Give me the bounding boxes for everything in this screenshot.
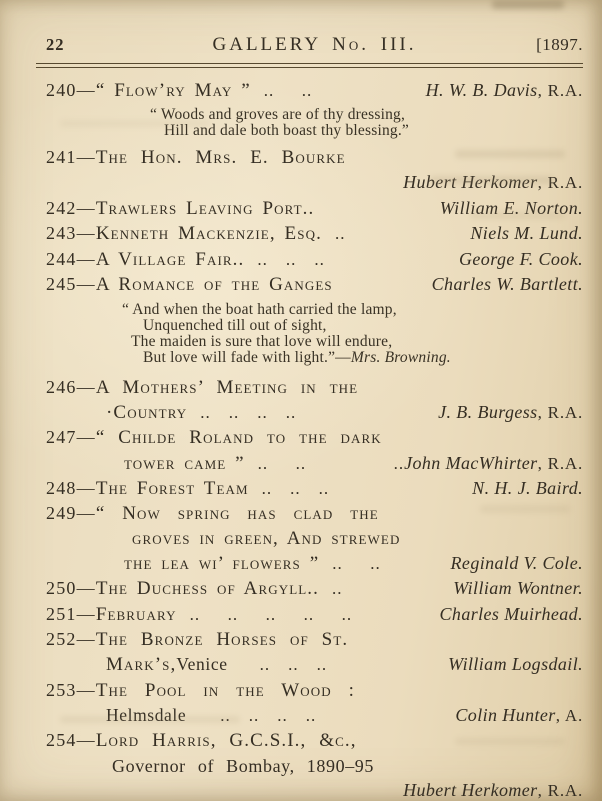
- entry-title: The Hon. Mrs. E. Bourke: [95, 147, 346, 169]
- artist-name: [389, 170, 583, 195]
- dot-leaders: .. .. .. ..: [200, 402, 297, 422]
- entry-title-continuation: tower came ”: [124, 452, 245, 474]
- artist-name: [434, 652, 583, 676]
- entry-title: “ Flow’ry May ”: [95, 79, 251, 101]
- artist-name: [426, 602, 583, 626]
- entry-number: 240—: [46, 79, 96, 100]
- dot-leaders: .. ..: [263, 80, 313, 100]
- entry-line-253b: [46, 703, 583, 728]
- artist-honours: , A.: [555, 706, 583, 726]
- dot-leaders: .. .. ..: [261, 478, 330, 498]
- dot-leaders: ..: [393, 453, 405, 473]
- entry-title: A Romance of the Ganges: [95, 273, 333, 295]
- entry-title: A Mothers’ Meeting in the: [95, 376, 359, 398]
- artist-name: [445, 247, 583, 271]
- entry-line-241: [46, 145, 583, 170]
- entry-number: 246—: [46, 376, 96, 397]
- artist-name: [441, 703, 583, 728]
- entry-line-252b: [46, 652, 583, 677]
- entry-number: 243—: [46, 223, 96, 244]
- entry-title: The Bronze Horses of St.: [95, 629, 349, 650]
- dot-leaders: .. .. .. ..: [220, 706, 317, 726]
- entry-line-246b: [46, 400, 583, 425]
- header-title: GALLERY No. III.: [212, 34, 417, 55]
- artist-name-italic: Hubert Herkomer: [403, 780, 538, 801]
- quote-245: [46, 302, 583, 366]
- artist-name: [418, 272, 583, 296]
- entry-line-250: [46, 576, 583, 601]
- entry-title-continuation: groves in green, And strewed: [132, 527, 401, 549]
- double-rule: [36, 63, 583, 68]
- entry-title-continuation: the lea wi’ flowers ”: [124, 552, 320, 574]
- quote-line: The maiden is sure that love will endure,: [131, 333, 393, 351]
- dot-leaders: ..: [334, 224, 346, 244]
- entry-line-247: [46, 425, 583, 450]
- entry-line-254: [46, 728, 583, 753]
- quote-attribution: Mrs. Browning.: [350, 349, 451, 367]
- entry-line-253: [46, 678, 583, 703]
- quote-line: “ And when the boat hath carried the lamp,: [122, 301, 397, 319]
- artist-name-italic: Hubert Herkomer: [403, 172, 538, 193]
- entry-number: 254—: [46, 730, 96, 751]
- entry-subtitle: Venice: [176, 654, 228, 675]
- entry-title-continuation: ·Country: [106, 401, 188, 423]
- entry-title: February: [95, 603, 177, 625]
- artist-honours: , R.A.: [537, 173, 583, 193]
- artist-name: [456, 221, 583, 245]
- entry-title: “ Childe Roland to the dark: [95, 427, 382, 449]
- quote-line: Unquenched till out of sight,: [143, 317, 327, 335]
- entry-line-245: [46, 272, 583, 297]
- artist-name-italic: George F. Cook.: [459, 248, 583, 269]
- entry-number: 242—: [46, 197, 96, 218]
- artist-name: [424, 400, 583, 425]
- catalogue-entries: [46, 78, 583, 801]
- artist-name: [437, 551, 583, 575]
- artist-name-italic: N. H. J. Baird.: [472, 477, 583, 498]
- artist-name-italic: H. W. B. Davis: [425, 79, 538, 100]
- entry-number: 250—: [46, 578, 96, 599]
- show-through-smudge: [492, 0, 564, 9]
- entry-subtitle: Governor of Bombay, 1890–95: [112, 755, 374, 776]
- artist-honours: , R.A.: [537, 402, 583, 422]
- quote-240: [46, 107, 583, 139]
- entry-title: Lord Harris, G.C.S.I., &c.,: [95, 730, 357, 752]
- entry-line-249c: [46, 551, 583, 576]
- artist-name-italic: William Logsdail.: [448, 654, 583, 675]
- entry-number: 248—: [46, 477, 96, 498]
- entry-line-252: [46, 627, 583, 652]
- artist-name-italic: J. B. Burgess: [438, 401, 538, 422]
- artist-honours: , R.A.: [537, 781, 583, 801]
- entry-number: 244—: [46, 248, 96, 269]
- artist-name-italic: William Wontner.: [453, 578, 583, 599]
- dot-leaders: .. .. ..: [259, 655, 328, 675]
- artist-name-italic: Colin Hunter: [455, 705, 556, 726]
- quote-text: But love will fade with light.”—: [143, 349, 351, 367]
- artist-name: [380, 451, 583, 476]
- entry-title: Trawlers Leaving Port..: [95, 197, 315, 219]
- dot-leaders: ..: [332, 579, 343, 599]
- entry-number: 241—: [46, 147, 96, 168]
- entry-line-249b: [46, 527, 583, 551]
- dot-leaders: .. ..: [332, 553, 381, 573]
- entry-line-254-artist: [46, 778, 583, 801]
- entry-line-254b: [46, 754, 583, 778]
- artist-name: [426, 196, 583, 220]
- entry-title-continuation: Mark’s,: [106, 654, 177, 676]
- entry-line-241-artist: [46, 170, 583, 195]
- entry-line-249: [46, 501, 583, 526]
- entry-number: 249—: [46, 503, 96, 524]
- entry-number: 253—: [46, 679, 96, 700]
- entry-number: 245—: [46, 273, 96, 294]
- artist-honours: , R.A.: [537, 453, 583, 473]
- entry-title: “ Now spring has clad the: [95, 503, 379, 525]
- artist-name: [439, 576, 583, 600]
- quote-line: Hill and dale both boast thy blessing.”: [164, 122, 409, 140]
- page-number: 22: [46, 35, 65, 54]
- artist-name: [412, 78, 583, 103]
- entry-title: The Duchess of Argyll..: [95, 578, 319, 600]
- artist-name: [458, 476, 583, 500]
- entry-line-247b: [46, 451, 583, 476]
- entry-title: A Village Fair..: [95, 248, 245, 270]
- artist-name-italic: Niels M. Lund.: [470, 223, 583, 244]
- entry-subtitle: Helmsdale: [106, 705, 187, 726]
- entry-title: Kenneth Mackenzie, Esq.: [95, 223, 322, 245]
- entry-line-242: [46, 196, 583, 221]
- artist-name-italic: Charles Muirhead.: [439, 603, 583, 624]
- dot-leaders: .. .. ..: [257, 249, 325, 269]
- entry-title: The Pool in the Wood :: [95, 679, 356, 701]
- entry-line-246: [46, 375, 583, 400]
- artist-name-italic: Charles W. Bartlett.: [431, 273, 583, 294]
- artist-name-italic: Reginald V. Cole.: [450, 552, 583, 573]
- entry-line-243: [46, 221, 583, 246]
- entry-title: The Forest Team: [95, 477, 249, 499]
- quote-line: [46, 350, 583, 366]
- entry-line-251: [46, 602, 583, 627]
- entry-line-244: [46, 247, 583, 272]
- dot-leaders: .. ..: [257, 453, 307, 473]
- quote-line: “ Woods and groves are of thy dressing,: [150, 105, 406, 123]
- dot-leaders: .. .. .. .. ..: [189, 604, 353, 624]
- artist-name: [389, 778, 583, 801]
- artist-honours: , R.A.: [537, 80, 583, 100]
- entry-line-248: [46, 476, 583, 501]
- entry-number: 251—: [46, 603, 96, 624]
- artist-name-italic: John MacWhirter: [404, 452, 538, 473]
- artist-name-italic: William E. Norton.: [439, 197, 583, 218]
- page-header: [46, 34, 583, 56]
- entry-number: 247—: [46, 427, 96, 448]
- header-year: [1897.: [536, 35, 583, 54]
- entry-number: 252—: [46, 629, 96, 649]
- entry-line-240: [46, 78, 583, 103]
